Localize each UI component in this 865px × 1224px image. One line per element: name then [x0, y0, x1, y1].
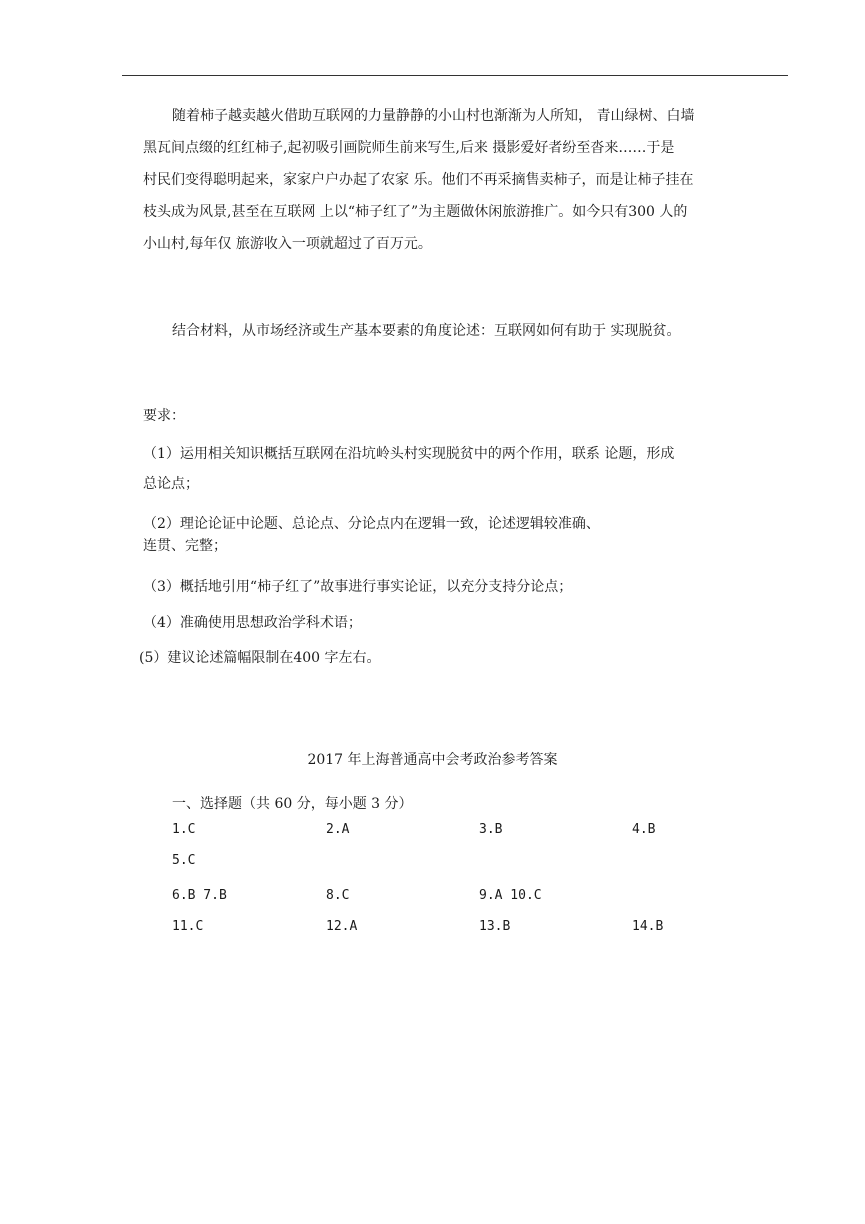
material-line-4: 枝头成为风景,甚至在互联网 上以“柿子红了”为主题做休闲旅游推广。如今只有300 人的 — [143, 204, 688, 220]
requirement-3: （3）概括地引用“柿子红了”故事进行事实论证，以充分支持分论点； — [143, 579, 573, 595]
header-rule — [122, 75, 788, 76]
answer-item: 13.B — [479, 919, 511, 934]
answer-item: 11.C — [172, 919, 204, 934]
requirement-2-line-2: 连贯、完整； — [143, 538, 227, 554]
answer-item: 8.C — [326, 888, 350, 903]
answer-item: 12.A — [326, 919, 358, 934]
answer-section-heading: 一、选择题（共 60 分，每小题 3 分） — [172, 796, 413, 812]
requirement-4: （4）准确使用思想政治学科术语； — [143, 615, 362, 631]
answer-item: 5.C — [172, 853, 196, 868]
material-line-1: 随着柿子越卖越火借助互联网的力量静静的小山村也渐渐为人所知， 青山绿树、白墙 — [172, 108, 695, 124]
answer-item: 9.A 10.C — [479, 888, 542, 903]
requirements-heading: 要求： — [143, 408, 185, 424]
requirement-5: (5）建议论述篇幅限制在400 字左右。 — [139, 650, 381, 666]
answer-item: 3.B — [479, 822, 503, 837]
requirement-1-line-2: 总论点； — [143, 476, 199, 492]
question-text: 结合材料，从市场经济或生产基本要素的角度论述：互联网如何有助于 实现脱贫。 — [172, 323, 681, 339]
requirement-1-line-1: （1）运用相关知识概括互联网在沿坑岭头村实现脱贫中的两个作用，联系 论题，形成 — [143, 446, 675, 462]
answer-key-title: 2017 年上海普通高中会考政治参考答案 — [307, 752, 558, 768]
answer-item: 1.C — [172, 822, 196, 837]
material-line-5: 小山村,每年仅 旅游收入一项就超过了百万元。 — [143, 236, 432, 252]
material-line-2: 黑瓦间点缀的红红柿子,起初吸引画院师生前来写生,后来 摄影爱好者纷至沓来……于是 — [143, 140, 675, 156]
answer-item: 2.A — [326, 822, 350, 837]
requirement-2-line-1: （2）理论论证中论题、总论点、分论点内在逻辑一致，论述逻辑较准确、 — [143, 516, 600, 532]
answer-item: 4.B — [632, 822, 656, 837]
material-line-3: 村民们变得聪明起来，家家户户办起了农家 乐。他们不再采摘售卖柿子，而是让柿子挂在 — [143, 172, 694, 188]
answer-item: 14.B — [632, 919, 664, 934]
answer-item: 6.B 7.B — [172, 888, 227, 903]
